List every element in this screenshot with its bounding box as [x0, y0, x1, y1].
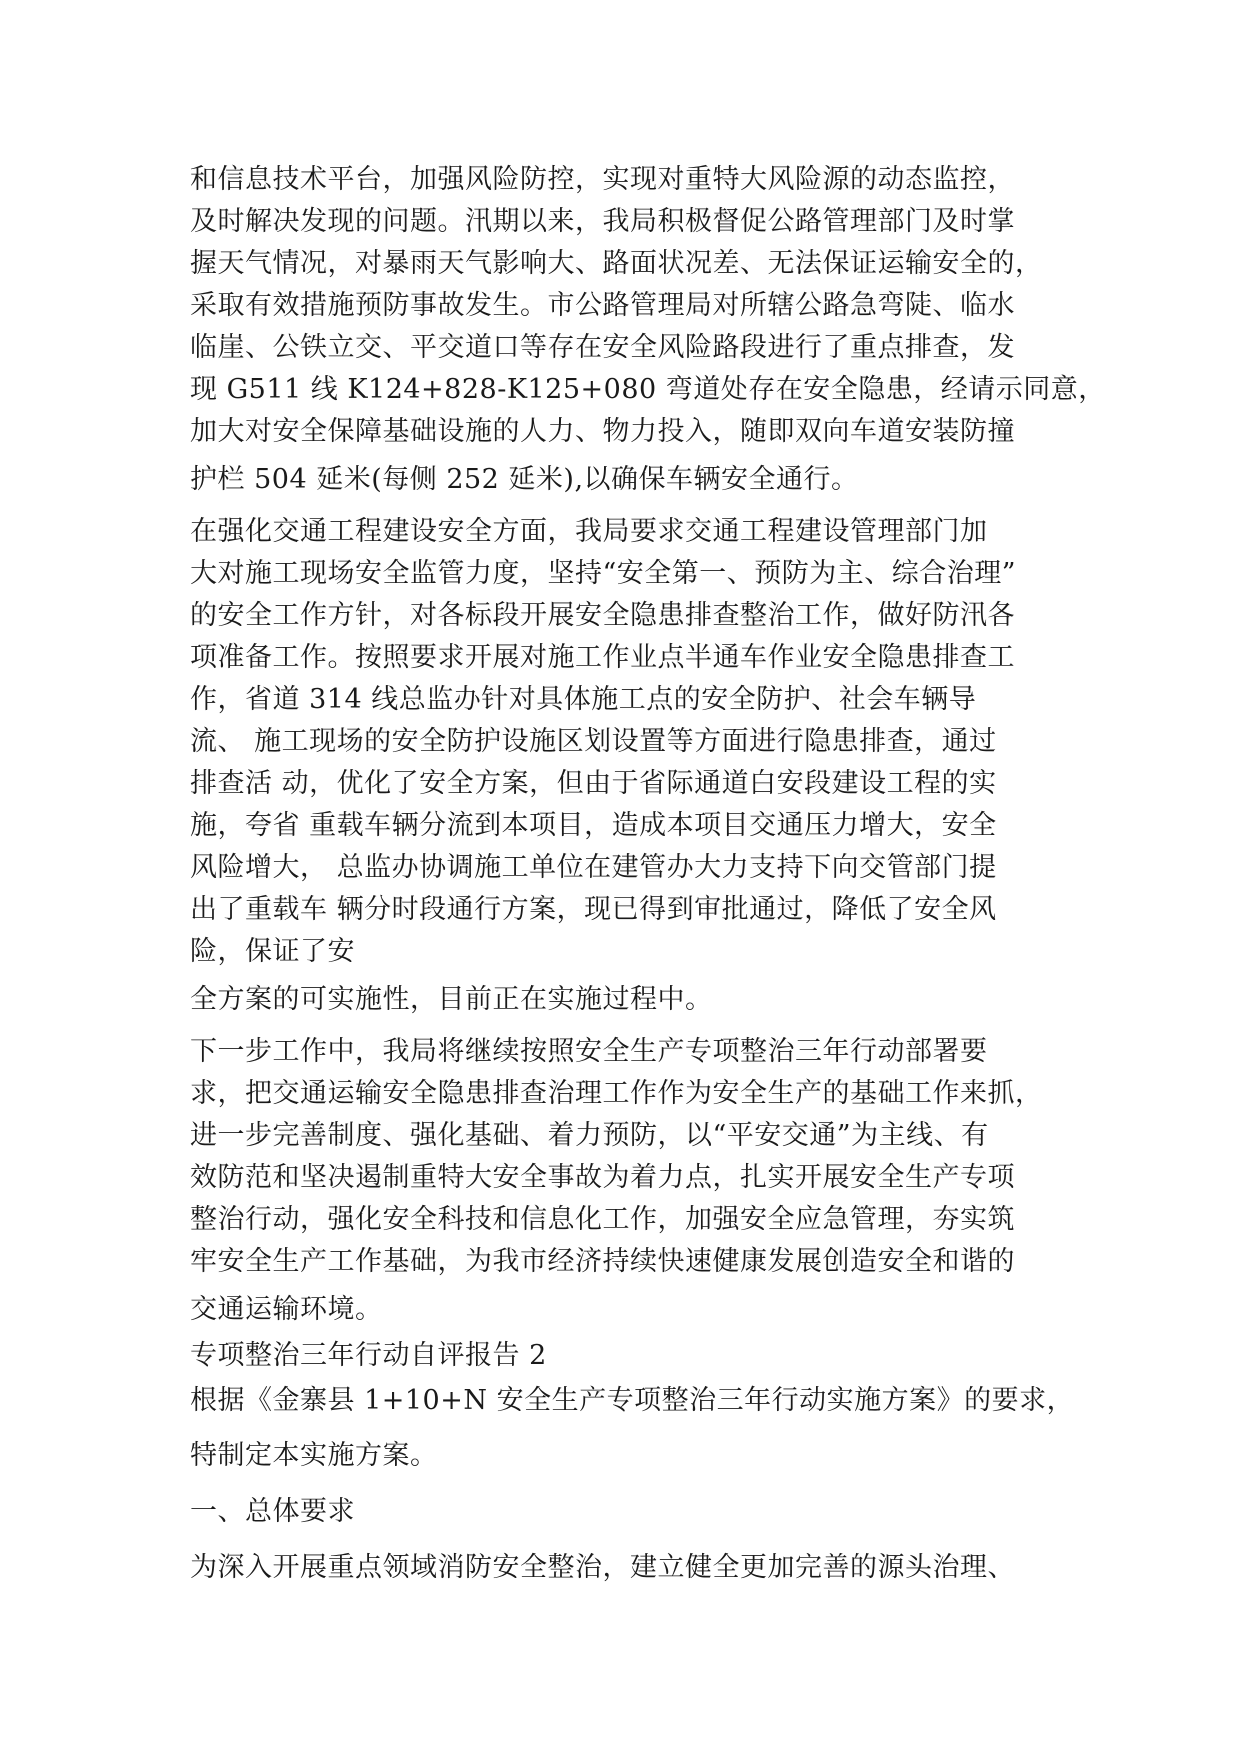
text-line: 风险增大， 总监办协调施工单位在建管办大力支持下向交管部门提 [190, 852, 997, 883]
text-line: 下一步工作中，我局将继续按照安全生产专项整治三年行动部署要 [190, 1036, 988, 1067]
text-line: 握天气情况，对暴雨天气影响大、路面状况差、无法保证运输安全的， [190, 248, 1043, 279]
text-line: 效防范和坚决遏制重特大安全事故为着力点，扎实开展安全生产专项 [190, 1162, 1015, 1193]
text-line: 施，夸省 重载车辆分流到本项目，造成本项目交通压力增大，安全 [190, 810, 997, 841]
text-line: 出了重载车 辆分时段通行方案，现已得到审批通过，降低了安全风 [190, 894, 997, 925]
text-line: 在强化交通工程建设安全方面，我局要求交通工程建设管理部门加 [190, 516, 988, 547]
text-line: 作，省道 314 线总监办针对具体施工点的安全防护、社会车辆导 [190, 684, 977, 715]
text-line: 整治行动，强化安全科技和信息化工作，加强安全应急管理，夯实筑 [190, 1204, 1015, 1235]
text-line: 求，把交通运输安全隐患排查治理工作作为安全生产的基础工作来抓， [190, 1078, 1043, 1109]
text-line: 采取有效措施预防事故发生。市公路管理局对所辖公路急弯陡、临水 [190, 290, 1015, 321]
section-heading: 一、总体要求 [190, 1496, 355, 1527]
text-line: 护栏 504 延米(每侧 252 延米),以确保车辆安全通行。 [190, 464, 859, 495]
text-line: 和信息技术平台，加强风险防控，实现对重特大风险源的动态监控， [190, 164, 1015, 195]
text-line: 加大对安全保障基础设施的人力、物力投入，随即双向车道安装防撞 [190, 416, 1015, 447]
text-line: 排查活 动，优化了安全方案，但由于省际通道白安段建设工程的实 [190, 768, 997, 799]
text-line: 大对施工现场安全监管力度，坚持“安全第一、预防为主、综合治理” [190, 558, 1017, 589]
text-line: 根据《金寨县 1+10+N 安全生产专项整治三年行动实施方案》的要求， [190, 1385, 1075, 1416]
text-line: 现 G511 线 K124+828-K125+080 弯道处存在安全隐患，经请示同意， [190, 374, 1106, 405]
text-line: 险，保证了安 [190, 936, 355, 967]
text-line: 牢安全生产工作基础，为我市经济持续快速健康发展创造安全和谐的 [190, 1246, 1015, 1277]
text-line: 为深入开展重点领域消防安全整治，建立健全更加完善的源头治理、 [190, 1552, 1015, 1583]
text-line: 项准备工作。按照要求开展对施工作业点半通车作业安全隐患排查工 [190, 642, 1015, 673]
text-line: 交通运输环境。 [190, 1294, 383, 1325]
text-line: 进一步完善制度、强化基础、着力预防，以“平安交通”为主线、有 [190, 1120, 989, 1151]
text-line: 全方案的可实施性，目前正在实施过程中。 [190, 984, 713, 1015]
section-title: 专项整治三年行动自评报告 2 [190, 1340, 547, 1371]
text-line: 临崖、公铁立交、平交道口等存在安全风险路段进行了重点排查，发 [190, 332, 1015, 363]
text-line: 及时解决发现的问题。汛期以来，我局积极督促公路管理部门及时掌 [190, 206, 1015, 237]
text-line: 流、 施工现场的安全防护设施区划设置等方面进行隐患排查，通过 [190, 726, 997, 757]
text-line: 特制定本实施方案。 [190, 1440, 438, 1471]
text-line: 的安全工作方针，对各标段开展安全隐患排查整治工作，做好防汛各 [190, 600, 1015, 631]
